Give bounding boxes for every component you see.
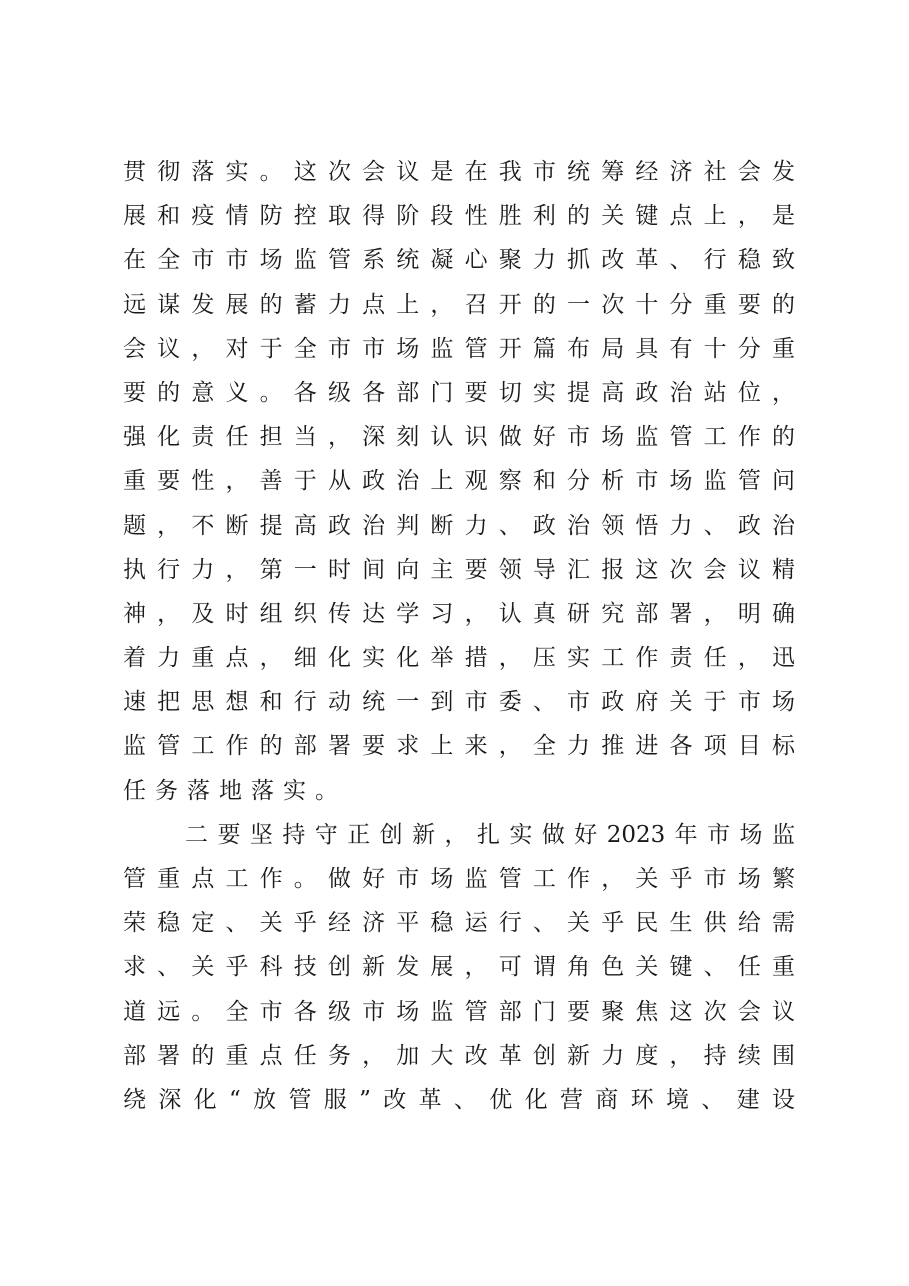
text-line: 题，不断提高政治判断力、政治领悟力、政治 — [123, 512, 795, 539]
text-line: 强化责任担当，深刻认识做好市场监管工作的 — [123, 424, 795, 451]
text-line: 执行力，第一时间向主要领导汇报这次会议精 — [123, 556, 795, 583]
text-line: 任务落地落实。 — [123, 777, 347, 804]
text-line: 二要坚持守正创新，扎实做好2023年市场监 — [185, 821, 795, 848]
document-body — [123, 150, 795, 1122]
text-line: 展和疫情防控取得阶段性胜利的关键点上，是 — [123, 203, 795, 230]
text-line: 荣稳定、关乎经济平稳运行、关乎民生供给需 — [123, 910, 795, 937]
paragraph-2 — [123, 813, 795, 1122]
text-line: 着力重点，细化实化举措，压实工作责任，迅 — [123, 645, 795, 672]
text-line: 速把思想和行动统一到市委、市政府关于市场 — [123, 689, 795, 716]
text-line: 绕深化“放管服”改革、优化营商环境、建设 — [123, 1086, 795, 1113]
text-line: 神，及时组织传达学习，认真研究部署，明确 — [123, 600, 795, 627]
text-line: 部署的重点任务，加大改革创新力度，持续围 — [123, 1042, 795, 1069]
text-line: 贯彻落实。这次会议是在我市统筹经济社会发 — [123, 159, 795, 185]
text-line: 求、关乎科技创新发展，可谓角色关键、任重 — [123, 954, 795, 981]
text-line: 远谋发展的蓄力点上，召开的一次十分重要的 — [123, 291, 795, 318]
text-line: 重要性，善于从政治上观察和分析市场监管问 — [123, 468, 795, 495]
text-line: 会议，对于全市市场监管开篇布局具有十分重 — [123, 335, 795, 362]
text-line: 监管工作的部署要求上来，全力推进各项目标 — [123, 733, 795, 760]
paragraph-1 — [123, 150, 795, 813]
text-line: 要的意义。各级各部门要切实提高政治站位， — [123, 379, 795, 406]
text-line: 管重点工作。做好市场监管工作，关乎市场繁 — [123, 866, 795, 892]
text-line: 在全市市场监管系统凝心聚力抓改革、行稳致 — [123, 247, 795, 274]
text-line: 道远。全市各级市场监管部门要聚焦这次会议 — [123, 998, 795, 1025]
